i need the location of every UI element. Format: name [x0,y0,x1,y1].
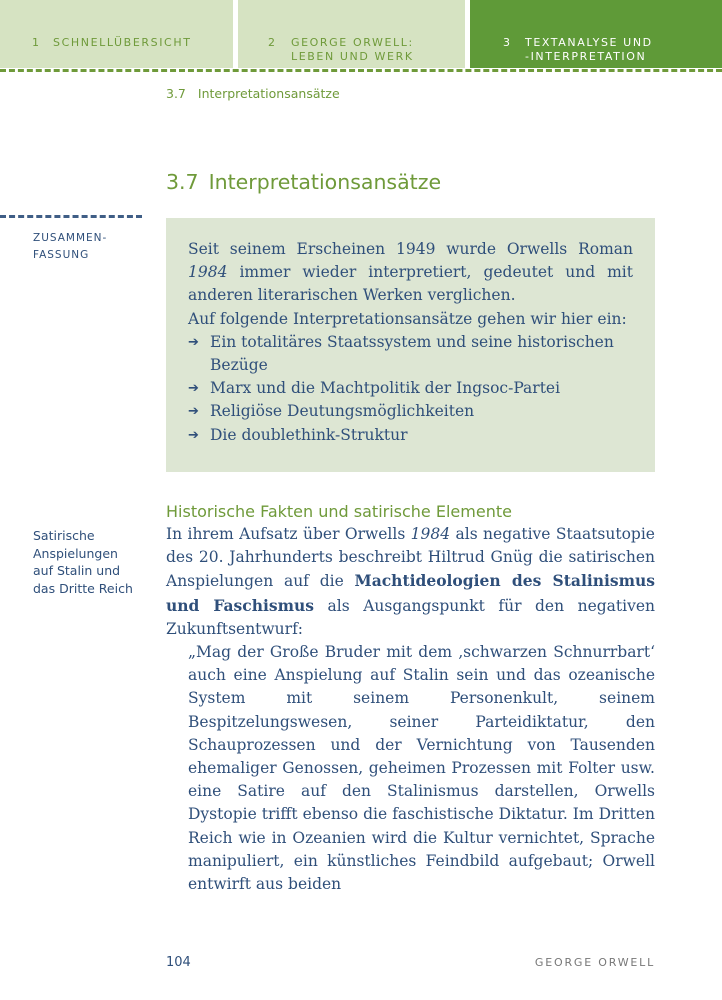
body-paragraph: In ihrem Aufsatz über Orwells 1984 als negative Staatsutopie des 20. Jahrhunderts beschreibt Hiltrud Gnüg die satirischen Anspielungen auf die Machtideologien des Stalinismus und Faschismus als Ausgangspunkt für den negativen Zukunftsentwurf: [166,525,656,638]
summary-margin-label: ZUSAMMEN- FASSUNG [33,232,108,261]
summary-intro: Seit seinem Erscheinen 1949 wurde Orwells Roman 1984 immer wieder interpretiert, gedeutet und mit anderen literarischen Werken verglichen. [188,240,633,305]
arrow-right-icon: ➔ [188,404,199,420]
section-number: 3.7 [166,170,199,194]
running-header [166,86,340,101]
chapter-tab-bar [0,0,722,68]
summary-box [166,218,655,472]
summary-list [188,331,633,447]
arrow-right-icon: ➔ [188,334,199,350]
tab-label: TEXTANALYSE UND -INTERPRETATION [525,36,653,63]
section-title-text: Interpretationsansätze [208,170,442,194]
tab-label: SCHNELLÜBERSICHT [53,36,192,49]
tab-bar-dashed-rule [0,69,722,72]
list-item: ➔ Die doublethink-Struktur [188,424,633,447]
tab-label: GEORGE ORWELL: LEBEN UND WERK [291,36,414,63]
tab-textanalyse-active[interactable] [470,0,722,68]
tab-number: 3 [503,36,512,49]
running-header-title: Interpretationsansätze [197,86,340,101]
tab-number: 2 [268,36,277,49]
subsection-heading: Historische Fakten und satirische Elemente [166,502,512,521]
page-number: 104 [166,955,191,970]
summary-dashed-rule [0,215,142,218]
list-item: ➔ Marx und die Machtpolitik der Ingsoc-Partei [188,377,633,400]
tab-schnelluebersicht[interactable] [0,0,233,68]
arrow-right-icon: ➔ [188,427,199,443]
section-title [166,170,441,194]
list-item: ➔ Religiöse Deutungsmöglichkeiten [188,400,633,423]
arrow-right-icon: ➔ [188,381,199,397]
block-quote: „Mag der Große Bruder mit dem ‚schwarzen Schnurrbart‘ auch eine Anspielung auf Stalin sein und das ozeanische System mit seinem Personenkult, seinem Bespitzelungswesen, seiner Parteidiktatur, den Schauprozessen und der Vernichtung von Tausenden ehemaliger Genossen, geheimen Prozessen mit Folter usw. eine Satire auf den Stalinismus darstellen, Orwells Dystopie trifft ebenso die faschistische Diktatur. Im Dritten Reich wie in Ozeanien wird die Kultur vernichtet, Sprache manipuliert, ein künstliches Feindbild aufgebaut; Orwell entwirft aus beiden [188,643,655,894]
tab-leben-und-werk[interactable] [238,0,465,68]
list-item: ➔ Ein totalitäres Staatssystem und seine historischen Bezüge [188,332,614,375]
tab-number: 1 [32,36,41,49]
footer-author: GEORGE ORWELL [534,956,655,969]
summary-lead: Auf folgende Interpretationsansätze gehen wir hier ein: [188,309,627,328]
running-header-number: 3.7 [166,86,186,101]
margin-note: Satirische Anspielungen auf Stalin und das Dritte Reich [33,528,133,596]
